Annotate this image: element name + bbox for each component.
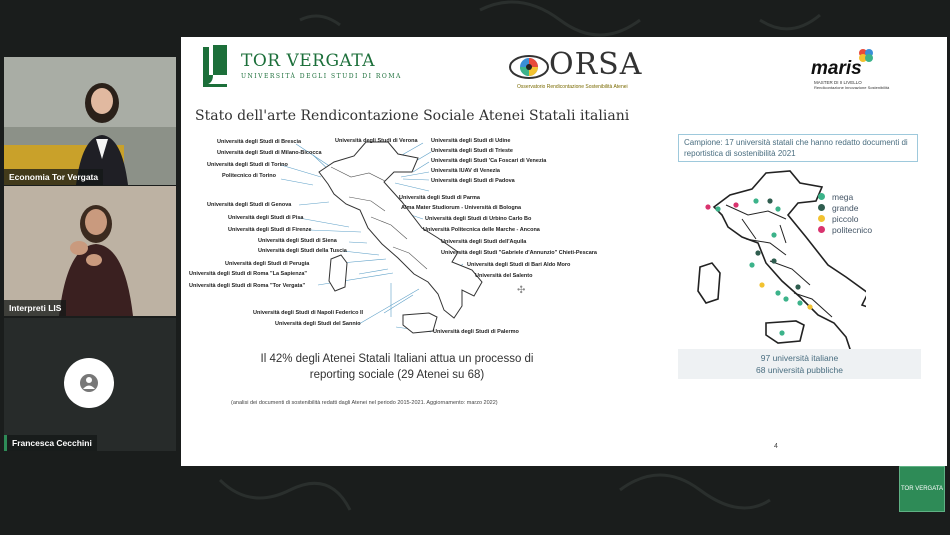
orsa-title: ORSA <box>549 47 643 82</box>
sample-description: Campione: 17 università statali che hanno redatto documenti di reportistica di sostenibilità 2021 <box>678 134 918 162</box>
tor-vergata-subtitle: UNIVERSITÀ DEGLI STUDI DI ROMA <box>241 73 402 80</box>
maris-subtitle-2: Rendicontazione Innovazione Sostenibilità <box>814 85 890 90</box>
statement-text: Il 42% degli Atenei Statali Italiani attua un processo di reporting sociale (29 Atenei su 68) <box>260 353 534 381</box>
tor-vergata-title: TOR VERGATA <box>241 51 376 71</box>
participant-name: Interpreti LIS <box>4 300 66 316</box>
university-label: Università degli Studi di Perugia <box>225 261 310 267</box>
map-dot-grande <box>771 258 776 263</box>
shared-slide <box>181 37 947 466</box>
totals-box <box>678 349 921 379</box>
university-label: Università degli Studi di Genova <box>207 202 292 208</box>
participant-name: Economia Tor Vergata <box>4 169 103 185</box>
page-number: 4 <box>774 443 778 450</box>
university-label: Università degli Studi di Parma <box>399 195 480 201</box>
legend-item: grande <box>818 202 872 213</box>
university-label: Università degli Studi di Torino <box>207 162 288 168</box>
university-label: Università degli Studi del Sannio <box>275 321 361 327</box>
map-dot-grande <box>795 284 800 289</box>
maris-subtitle: MASTER DI II LIVELLO <box>814 80 862 85</box>
participant-name: Francesca Cecchini <box>4 435 97 451</box>
university-label: Politecnico di Torino <box>222 173 276 179</box>
university-label: Università degli Studi di Verona <box>335 138 418 144</box>
maris-title: maris <box>811 58 862 79</box>
legend-item: politecnico <box>818 224 872 235</box>
map-dot-mega <box>779 330 784 335</box>
map-dot-piccolo <box>807 304 812 309</box>
map-dot-mega <box>775 206 780 211</box>
map-dot-mega <box>753 198 758 203</box>
map-dot-grande <box>767 198 772 203</box>
legend-dot-icon <box>818 226 825 233</box>
map-dot-politecnico <box>733 202 738 207</box>
university-label: Università Politecnica delle Marche - Ancona <box>423 227 540 233</box>
university-label: Università degli Studi di Milano-Bicocca <box>217 150 322 156</box>
map-dot-mega <box>775 290 780 295</box>
university-label: Alma Mater Studiorum - Università di Bologna <box>401 205 522 211</box>
slide-heading: Stato dell'arte Rendicontazione Sociale Atenei Statali italiani <box>195 108 630 124</box>
orsa-subtitle: Osservatorio Rendicontazione Sostenibilità Atenei <box>517 84 628 90</box>
university-label: Università degli Studi di Pisa <box>228 215 304 221</box>
legend-item: mega <box>818 191 872 202</box>
map-dot-mega <box>715 206 720 211</box>
totals-line: 97 università italiane <box>760 353 839 363</box>
legend-dot-icon <box>818 215 825 222</box>
legend-item: piccolo <box>818 213 872 224</box>
university-label: Università degli Studi di Udine <box>431 138 511 144</box>
university-label: Università degli Studi di Padova <box>431 178 515 184</box>
map-dot-grande <box>755 250 760 255</box>
university-label: Università degli Studi di Napoli Federico II <box>253 310 364 316</box>
video-feed <box>4 57 176 185</box>
map-dot-mega <box>797 300 802 305</box>
university-label: Università degli Studi di Firenze <box>228 227 312 233</box>
map-dot-mega <box>771 232 776 237</box>
totals-line: 68 università pubbliche <box>756 365 843 375</box>
university-label: Università degli Studi di Palermo <box>433 329 519 335</box>
university-label: Università degli Studi di Siena <box>258 238 337 244</box>
map-dot-piccolo <box>759 282 764 287</box>
tor-vergata-corner-logo[interactable]: TOR VERGATA <box>899 466 945 512</box>
map-dot-politecnico <box>705 204 710 209</box>
participant-tile-economia[interactable] <box>4 57 176 185</box>
university-label: Università degli Studi di Bari Aldo Moro <box>467 262 571 268</box>
university-label: Università IUAV di Venezia <box>431 168 500 174</box>
university-label: Università degli Studi 'Ca Foscari di Venezia <box>431 158 547 164</box>
participant-tile-interpreti[interactable] <box>4 186 176 316</box>
user-icon <box>64 358 114 408</box>
video-feed <box>4 186 176 316</box>
university-label: Università degli Studi di Urbino Carlo Bo <box>425 216 532 222</box>
legend-dot-icon <box>818 204 825 211</box>
participant-tile-francesca[interactable] <box>4 318 176 451</box>
university-label: Università del Salento <box>475 273 533 279</box>
avatar <box>64 358 114 408</box>
university-label: Università degli Studi della Tuscia <box>258 248 347 254</box>
map-dot-mega <box>749 262 754 267</box>
university-label: Università degli Studi di Trieste <box>431 148 513 154</box>
university-label: Università degli Studi di Roma "La Sapienza" <box>189 271 307 277</box>
cursor-icon: ✣ <box>517 285 526 296</box>
map-dot-mega <box>783 296 788 301</box>
university-label: Università degli Studi "Gabriele d'Annunzio" Chieti-Pescara <box>441 250 597 256</box>
legend-dot-icon <box>818 193 825 200</box>
university-label: Università degli Studi dell'Aquila <box>441 239 527 245</box>
university-label: Università degli Studi di Brescia <box>217 139 302 145</box>
university-label: Università degli Studi di Roma "Tor Vergata" <box>189 283 306 289</box>
map-legend <box>818 191 872 235</box>
footnote: (analisi dei documenti di sostenibilità redatti dagli Atenei nel periodo 2015-2021. Aggiornamento: marzo 2022) <box>231 400 498 406</box>
